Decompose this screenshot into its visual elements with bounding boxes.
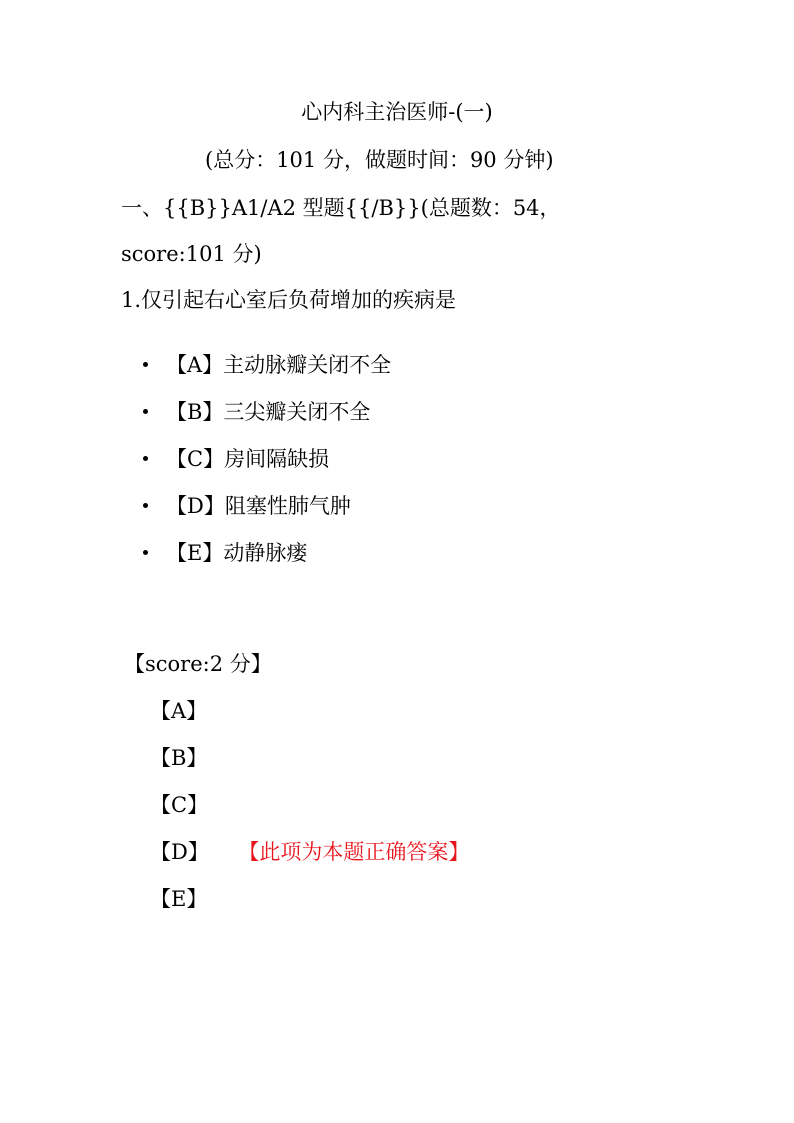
section-heading-line1: 一、{{B}}A1/A2 型题{{/B}}(总题数：54， bbox=[121, 196, 561, 220]
section-heading-line2: score:101 分) bbox=[121, 242, 262, 266]
question-stem: 1.仅引起右心室后负荷增加的疾病是 bbox=[121, 288, 457, 312]
option-label: 【A】主动脉瓣关闭不全 bbox=[166, 353, 392, 377]
option-label: 【E】动静脉瘘 bbox=[166, 541, 308, 565]
list-item bbox=[143, 496, 351, 517]
bullet-icon bbox=[143, 362, 148, 367]
document-title: 心内科主治医师-(一) bbox=[301, 100, 493, 124]
bullet-icon bbox=[143, 409, 148, 414]
answer-key: 【B】 bbox=[150, 746, 208, 770]
answer-row bbox=[150, 889, 207, 910]
bullet-icon bbox=[143, 503, 148, 508]
answer-key: 【A】 bbox=[150, 699, 208, 723]
list-item bbox=[143, 355, 391, 376]
correct-answer-note: 【此项为本题正确答案】 bbox=[248, 840, 470, 864]
list-item bbox=[143, 402, 370, 423]
answer-row bbox=[150, 795, 208, 816]
answer-row bbox=[150, 701, 207, 722]
answer-key: 【C】 bbox=[150, 793, 209, 817]
answer-key: 【E】 bbox=[150, 887, 208, 911]
list-item bbox=[143, 543, 307, 564]
answer-key: 【D】 bbox=[150, 840, 209, 864]
option-label: 【B】三尖瓣关闭不全 bbox=[166, 400, 371, 424]
answer-row bbox=[150, 748, 207, 769]
score-label: 【score:2 分】 bbox=[124, 652, 272, 676]
answer-row bbox=[150, 842, 469, 863]
bullet-icon bbox=[143, 456, 148, 461]
option-label: 【C】房间隔缺损 bbox=[166, 447, 330, 471]
document-subtitle: (总分：101 分，做题时间：90 分钟) bbox=[205, 148, 554, 172]
list-item bbox=[143, 449, 329, 470]
bullet-icon bbox=[143, 550, 148, 555]
option-label: 【D】阻塞性肺气肿 bbox=[166, 494, 351, 518]
